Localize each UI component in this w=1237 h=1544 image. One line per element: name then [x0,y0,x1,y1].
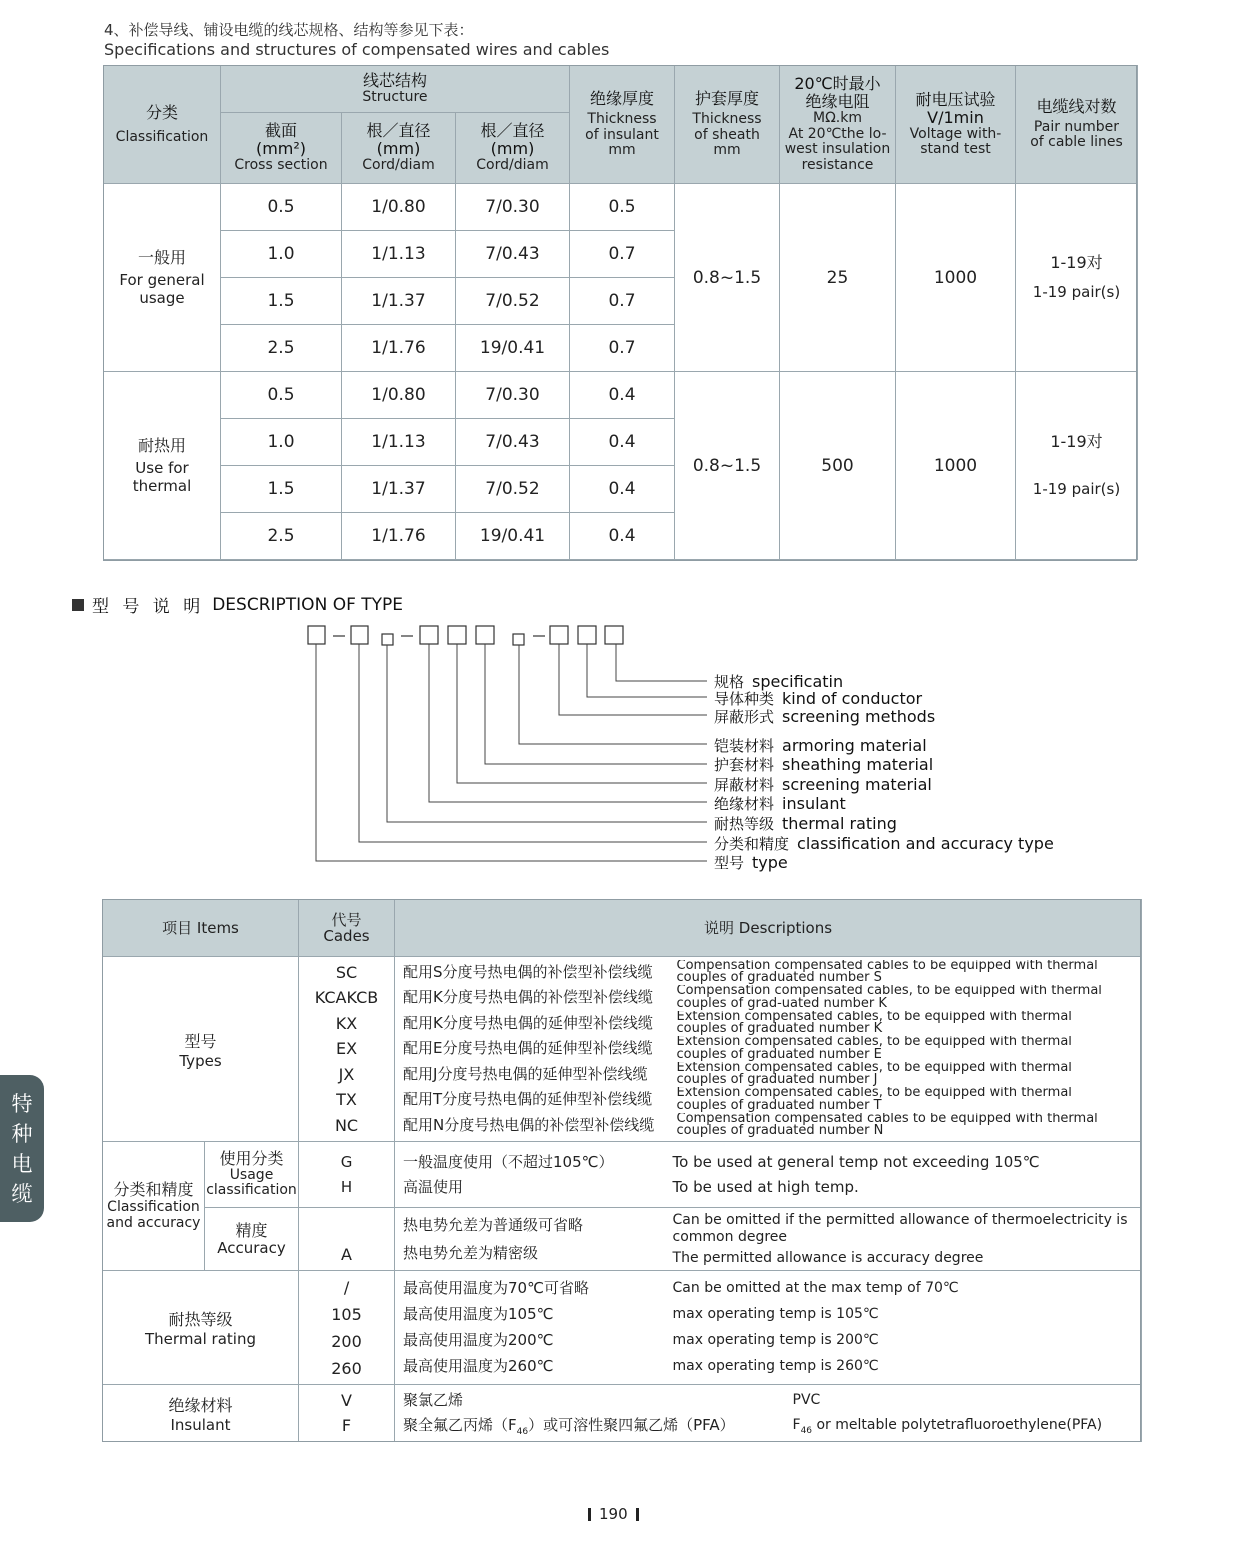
cord-cell: 7/0.52 [456,278,570,325]
insulant-cell: 0.7 [570,325,675,372]
usage-desc-cn: 一般温度使用（不超过105℃） 高温使用 [395,1142,665,1208]
thermal-label: 耐热等级 Thermal rating [103,1271,299,1385]
description-table [102,899,1142,1442]
table-row [103,1142,1142,1208]
types-desc-cn: 配用S分度号热电偶的补偿型补偿线缆 配用K分度号热电偶的补偿型补偿线缆 配用K分度号热电偶的延伸型补偿线缆 配用E分度号热电偶的延伸型补偿线缆 配用J分度号热电偶的延伸型补偿线缆 配用T分度号热电偶的延伸型补偿线缆 配用N分度号热电偶的补偿型补偿线缆 [395,957,665,1142]
cord-cell: 1/1.13 [342,231,456,278]
table-row [103,1385,1142,1442]
header-structure: 线芯结构 Structure [221,66,570,113]
cord-cell: 1/1.76 [342,513,456,560]
table-row [103,1271,1142,1385]
cord-cell: 1/1.76 [342,325,456,372]
table-row [103,1208,1142,1271]
accuracy-label: 精度 Accuracy [205,1208,299,1271]
insulant-codes: V F [299,1385,395,1442]
insulant-label: 绝缘材料 Insulant [103,1385,299,1442]
cord-cell: 7/0.43 [456,419,570,466]
cord-cell: 1/1.13 [342,419,456,466]
cord-cell: 1/0.80 [342,184,456,231]
table-row [104,184,1138,231]
type-label-screening-methods: 屏蔽形式 screening methods [714,707,936,726]
side-tab-char: 种 [11,1121,33,1146]
classification-label: 分类和精度 Classification and accuracy [103,1142,205,1271]
insulant-cell: 0.7 [570,231,675,278]
cord-cell: 7/0.30 [456,372,570,419]
accuracy-code: A [299,1208,395,1271]
cross-section-cell: 1.0 [221,231,342,278]
thermal-desc-en: Can be omitted at the max temp of 70℃ max operating temp is 105℃ max operating temp is 200℃ max operating temp is 260℃ [665,1271,1142,1385]
code-box [448,626,466,644]
cord-cell: 7/0.30 [456,184,570,231]
header-voltage-test: 耐电压试验 V/1min Voltage with- stand test [896,66,1016,184]
header-cord-diam-2: 根／直径 (mm) Cord/diam [456,113,570,184]
code-box [578,626,596,644]
header-insulant-thickness: 绝缘厚度 Thickness of insulant mm [570,66,675,184]
header-descriptions: 说明 Descriptions [395,900,1142,957]
table-row [103,957,1142,1142]
side-tab-char: 缆 [11,1181,33,1206]
header-classification: 分类 Classification [104,66,221,184]
leader-line [559,644,707,715]
cross-section-cell: 1.5 [221,278,342,325]
usage-label: 使用分类 Usage classification [205,1142,299,1208]
insulant-cell: 0.4 [570,419,675,466]
header-insulation-resistance: 20℃时最小 绝缘电阻 MΩ.km At 20℃the lo- west insulation resistance [780,66,896,184]
code-box [550,626,568,644]
type-label-conductor: 导体种类 kind of conductor [714,689,923,708]
cross-section-cell: 1.5 [221,466,342,513]
insulant-desc-cn: 聚氯乙烯 聚全氟乙丙烯$(F_{46})$或可溶性聚四氟乙烯（PFA） [395,1385,665,1442]
code-box [351,626,368,644]
pair-cell: 1-19对 1-19 pair(s) [1016,184,1138,372]
leader-line [485,644,707,764]
leader-line [429,644,707,802]
page-number: 190 [599,1505,628,1523]
cross-section-cell: 2.5 [221,513,342,560]
voltage-cell: 1000 [896,372,1016,560]
type-label-sheathing: 护套材料 sheathing material [714,755,934,774]
cord-cell: 19/0.41 [456,513,570,560]
insulant-cell: 0.5 [570,184,675,231]
cross-section-cell: 0.5 [221,372,342,419]
sheath-cell: 0.8~1.5 [675,372,780,560]
accuracy-desc-en: Can be omitted if the permitted allowance of thermoelectricity is common degree The permitted allowance is accuracy degree [665,1208,1142,1271]
header-cross-section: 截面 (mm²) Cross section [221,113,342,184]
group-thermal-label: 耐热用 Use for thermal [104,372,221,560]
cross-section-cell: 2.5 [221,325,342,372]
code-box-small [382,634,393,645]
usage-desc-en: To be used at general temp not exceeding 105℃ To be used at high temp. [665,1142,1142,1208]
types-desc-en: Compensation compensated cables to be equipped with thermal couples of graduated number S Compensation compensated cables, to be equipped with thermal couples of grad-uated number K Extension compensated cables, to be equipped with thermal couples of graduated number K Extension compensated cables, to be equipped with thermal couples of graduated number E Extension compensated cables, to be equipped with thermal couples of graduated number J Extension compensated cables, to be equipped with thermal couples of graduated number T Compensation compensated cables to be equipped with thermal couples of graduated number N [665,957,1142,1142]
leader-line [457,644,707,783]
insulant-desc-en: PVC $F_{46}$ or meltable polytetrafluoroethylene(PFA) [665,1385,1142,1442]
header-items: 项目 Items [103,900,299,957]
side-tab-char: 特 [11,1091,33,1116]
insulant-cell: 0.4 [570,466,675,513]
intro-title-cn: 4、补偿导线、铺设电缆的线芯规格、结构等参见下表： [104,21,474,39]
section-title-en: DESCRIPTION OF TYPE [212,594,404,615]
leader-line [359,644,707,842]
section-title-cn: 型 号 说 明 [92,597,205,617]
insulant-cell: 0.4 [570,372,675,419]
types-codes: SC KCAKCB KX EX JX TX NC [299,957,395,1142]
leader-line [387,645,707,822]
cord-cell: 1/1.37 [342,466,456,513]
sheath-cell: 0.8~1.5 [675,184,780,372]
footer-bar-right [636,1508,639,1521]
type-label-armoring: 铠装材料 armoring material [714,736,927,755]
cord-cell: 7/0.52 [456,466,570,513]
type-label-thermal-rating: 耐热等级 thermal rating [714,814,897,833]
code-box [476,626,494,644]
group-general-label: 一般用 For general usage [104,184,221,372]
code-box [308,626,325,644]
type-label-type: 型号 type [714,853,788,872]
resistance-cell: 500 [780,372,896,560]
header-pair-number: 电缆线对数 Pair number of cable lines [1016,66,1138,184]
types-label: 型号 Types [103,957,299,1142]
code-box-small [513,634,524,645]
side-tab-char: 电 [11,1151,33,1176]
insulant-cell: 0.4 [570,513,675,560]
header-sheath-thickness: 护套厚度 Thickness of sheath mm [675,66,780,184]
cord-cell: 1/1.37 [342,278,456,325]
intro-title-en: Specifications and structures of compensated wires and cables [104,40,610,59]
header-cord-diam-1: 根／直径 (mm) Cord/diam [342,113,456,184]
spec-table [103,65,1138,560]
cord-cell: 1/0.80 [342,372,456,419]
accuracy-desc-cn: 热电势允差为普通级可省略 热电势允差为精密级 [395,1208,665,1271]
type-label-insulant: 绝缘材料 insulant [714,794,846,813]
resistance-cell: 25 [780,184,896,372]
voltage-cell: 1000 [896,184,1016,372]
insulant-cell: 0.7 [570,278,675,325]
thermal-codes: / 105 200 260 [299,1271,395,1385]
type-label-specification: 规格 specificatin [714,672,844,691]
thermal-desc-cn: 最高使用温度为70℃可省略 最高使用温度为105℃ 最高使用温度为200℃ 最高使用温度为260℃ [395,1271,665,1385]
type-label-classification: 分类和精度 classification and accuracy type [714,834,1054,853]
header-codes: 代号 Cades [299,900,395,957]
leader-line [519,645,707,744]
code-box [605,626,623,644]
code-box [420,626,438,644]
cross-section-cell: 0.5 [221,184,342,231]
pair-cell: 1-19对 1-19 pair(s) [1016,372,1138,560]
cord-cell: 7/0.43 [456,231,570,278]
type-label-screening-material: 屏蔽材料 screening material [714,775,932,794]
table-row [104,372,1138,419]
leader-line [316,644,707,861]
leader-line [587,644,707,697]
side-category-tab[interactable] [0,1075,44,1222]
cord-cell: 19/0.41 [456,325,570,372]
page-footer [588,1505,639,1523]
footer-bar-left [588,1508,591,1521]
leader-line [616,644,707,681]
cross-section-cell: 1.0 [221,419,342,466]
usage-codes: G H [299,1142,395,1208]
